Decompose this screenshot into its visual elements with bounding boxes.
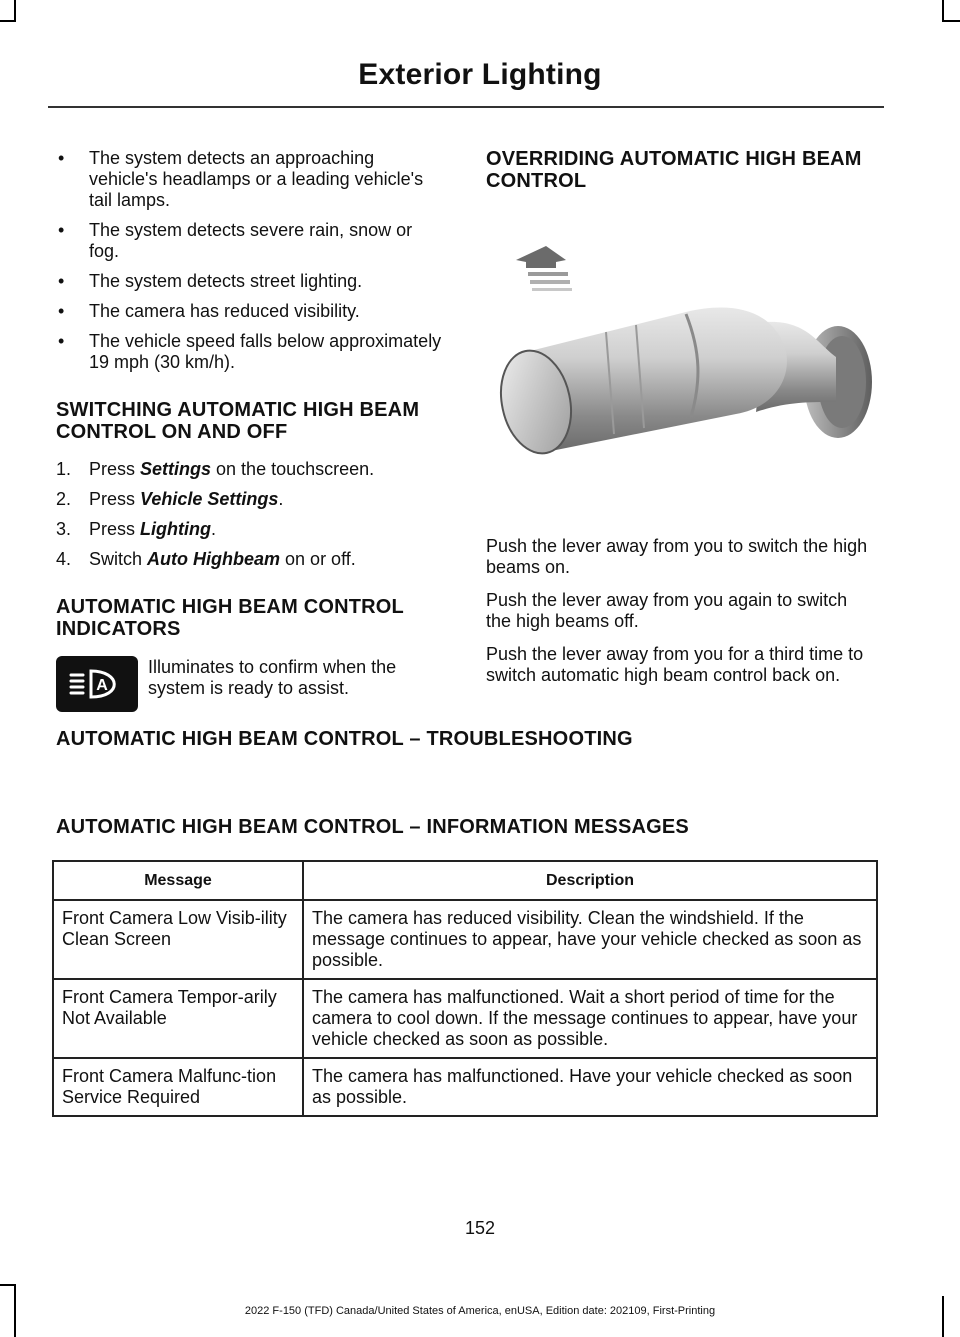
list-item: • The system detects an approaching vehicle's headlamps or a leading vehicle's tail lamps. bbox=[58, 148, 424, 210]
message-cell: Front Camera Low Visib-ility Clean Screen bbox=[53, 900, 303, 979]
list-item: 2. Press Vehicle Settings. bbox=[56, 489, 284, 509]
table-row bbox=[53, 900, 877, 979]
push-arrow bbox=[516, 246, 572, 291]
lever-paragraph: Push the lever away from you to switch the high beams on. bbox=[486, 536, 868, 577]
lever-push-arrow-icon bbox=[486, 202, 876, 492]
crop-mark bbox=[0, 1284, 16, 1286]
lever-paragraph: Push the lever away from you again to switch the high beams off. bbox=[486, 590, 848, 631]
column-header-description: Description bbox=[303, 861, 877, 900]
page-title: Exterior Lighting bbox=[358, 58, 602, 91]
auto-high-beam-icon bbox=[67, 667, 127, 701]
svg-text:A: A bbox=[96, 677, 108, 694]
left-column bbox=[56, 148, 446, 712]
information-messages-heading: AUTOMATIC HIGH BEAM CONTROL – INFORMATION MESSAGES bbox=[56, 816, 689, 838]
table-header-row bbox=[53, 861, 877, 900]
message-cell: Front Camera Tempor-arily Not Available bbox=[53, 979, 303, 1058]
conditions-list bbox=[56, 148, 446, 373]
overriding-heading: OVERRIDING AUTOMATIC HIGH BEAM CONTROL bbox=[486, 148, 862, 192]
description-cell: The camera has malfunctioned. Wait a short period of time for the camera to cool down. If the message continues to appear, have your vehicle checked as soon as possible. bbox=[303, 979, 877, 1058]
list-item: • The camera has reduced visibility. bbox=[58, 301, 360, 321]
message-cell: Front Camera Malfunc-tion Service Required bbox=[53, 1058, 303, 1116]
list-item: 1. Press Settings on the touchscreen. bbox=[56, 459, 375, 479]
switching-heading: SWITCHING AUTOMATIC HIGH BEAM CONTROL ON AND OFF bbox=[56, 399, 420, 443]
description-cell: The camera has malfunctioned. Have your vehicle checked as soon as possible. bbox=[303, 1058, 877, 1116]
list-item: 3. Press Lighting. bbox=[56, 519, 217, 539]
list-item: 4. Switch Auto Highbeam on or off. bbox=[56, 549, 356, 569]
indicator-description: Illuminates to confirm when the system is ready to assist. bbox=[148, 657, 397, 698]
steps-list bbox=[56, 459, 446, 570]
troubleshooting-heading: AUTOMATIC HIGH BEAM CONTROL – TROUBLESHOOTING bbox=[56, 728, 633, 750]
footer-text: 2022 F-150 (TFD) Canada/United States of America, enUSA, Edition date: 202109, First-Printing bbox=[244, 1305, 716, 1317]
list-item: • The vehicle speed falls below approximately 19 mph (30 km/h). bbox=[58, 331, 442, 372]
crop-mark bbox=[942, 20, 960, 22]
indicator-row bbox=[56, 656, 446, 712]
header-divider bbox=[48, 106, 884, 108]
crop-mark bbox=[942, 0, 944, 22]
crop-mark bbox=[14, 0, 16, 22]
list-item: • The system detects severe rain, snow or fog. bbox=[58, 220, 413, 261]
crop-mark bbox=[0, 20, 16, 22]
indicators-heading: AUTOMATIC HIGH BEAM CONTROL INDICATORS bbox=[56, 596, 404, 640]
messages-table bbox=[52, 860, 878, 1117]
list-item: • The system detects street lighting. bbox=[58, 271, 363, 291]
table-row bbox=[53, 1058, 877, 1116]
description-cell: The camera has reduced visibility. Clean the windshield. If the message continues to appear, have your vehicle checked as soon as possible. bbox=[303, 900, 877, 979]
table-row bbox=[53, 979, 877, 1058]
lever-illustration bbox=[486, 202, 876, 492]
auto-high-beam-icon bbox=[56, 656, 138, 712]
right-column bbox=[486, 148, 876, 698]
page-number: 152 bbox=[464, 1218, 496, 1238]
lever-paragraph: Push the lever away from you for a third time to switch automatic high beam control back on. bbox=[486, 644, 864, 685]
column-header-message: Message bbox=[53, 861, 303, 900]
